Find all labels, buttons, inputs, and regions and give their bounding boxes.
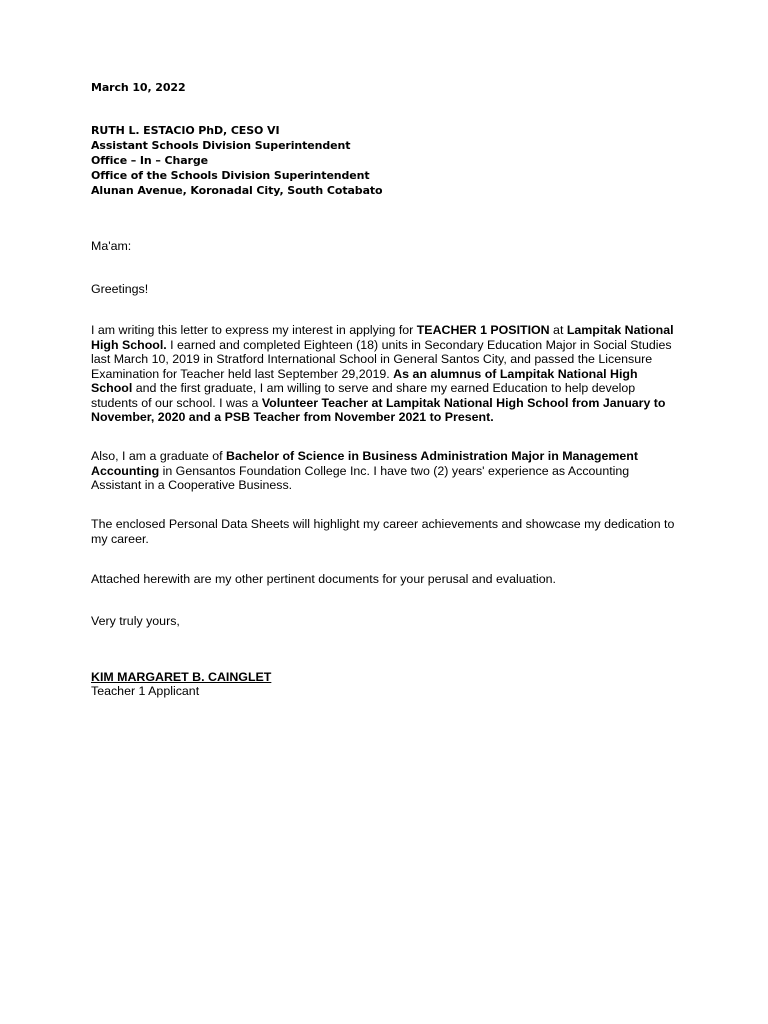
recipient-office: Office of the Schools Division Superintendent xyxy=(91,169,370,182)
para1-bold-school: Lampitak National High School. xyxy=(91,323,674,352)
para1-text-3: I earned and completed Eighteen (18) units in Secondary Education Major in Social Studies last March 10, 2019 in Stratford International School in General Santos City, and passed the Licensure Examination for Teacher held last September 29,2019. xyxy=(91,337,672,381)
recipient-address: Alunan Avenue, Koronadal City, South Cotabato xyxy=(91,184,383,197)
para2-bold-degree: Bachelor of Science in Business Administration Major in Management Accounting xyxy=(91,449,638,478)
para1-bold-position: TEACHER 1 POSITION xyxy=(416,323,550,337)
signature-title: Teacher 1 Applicant xyxy=(91,684,200,698)
signature-name: KIM MARGARET B. CAINGLET xyxy=(91,670,272,684)
para1-bold-alumnus: As an alumnus of Lampitak National High School xyxy=(91,366,638,395)
closing: Very truly yours, xyxy=(91,614,180,628)
para2-text-1: Also, I am a graduate of xyxy=(91,449,226,463)
letter-date: March 10, 2022 xyxy=(91,81,186,94)
paragraph-pds: The enclosed Personal Data Sheets will highlight my career achievements and showcase my dedication to my career. xyxy=(91,517,675,546)
recipient-position: Assistant Schools Division Superintendent xyxy=(91,139,351,152)
para1-bold-experience: Volunteer Teacher at Lampitak National High School from January to November, 2020 and a PSB Teacher from November 2021 to Present. xyxy=(91,395,666,424)
recipient-role: Office – In – Charge xyxy=(91,154,209,167)
recipient-name: RUTH L. ESTACIO PhD, CESO VI xyxy=(91,124,280,137)
salutation: Ma'am: xyxy=(91,239,132,253)
para1-text-2: at xyxy=(549,323,567,337)
para1-text-4: and the first graduate, I am willing to serve and share my earned Education to help develop students of our school. I was a xyxy=(91,381,636,410)
para2-text-2: in Gensantos Foundation College Inc. I have two (2) years' experience as Accounting Assistant in a Cooperative Business. xyxy=(91,463,630,492)
paragraph-education xyxy=(91,449,681,493)
paragraph-attachments: Attached herewith are my other pertinent documents for your perusal and evaluation. xyxy=(91,572,556,586)
para1-text-1: I am writing this letter to express my interest in applying for xyxy=(91,323,417,337)
paragraph-intro xyxy=(91,323,681,425)
greeting: Greetings! xyxy=(91,282,149,296)
recipient-block xyxy=(91,123,383,198)
